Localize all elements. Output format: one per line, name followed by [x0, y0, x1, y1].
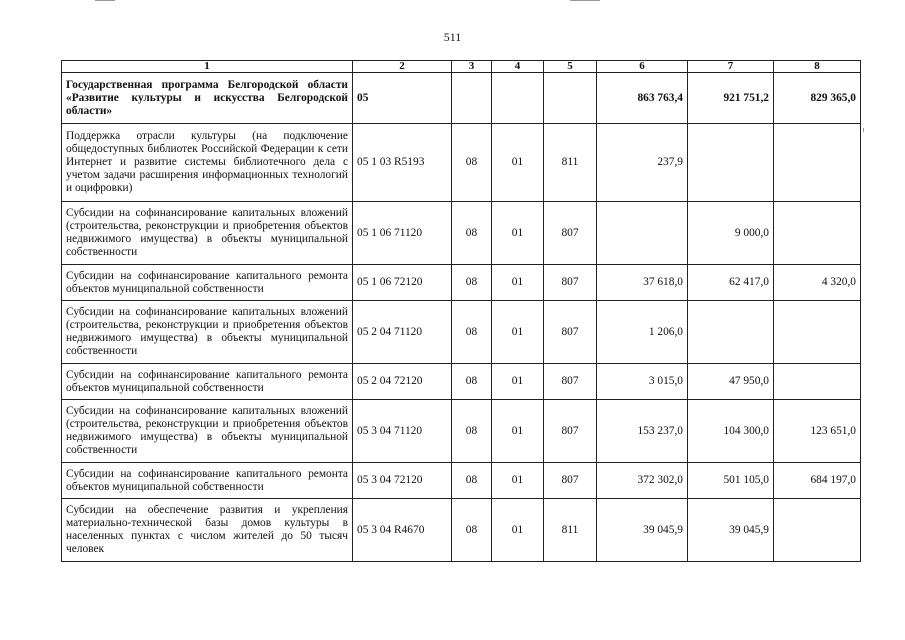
- table-row-program: [62, 73, 861, 124]
- row-expense-type: 811: [544, 124, 597, 202]
- row-expense-type: 807: [544, 364, 597, 400]
- column-number: 4: [492, 61, 544, 73]
- row-name: Субсидии на софинансирование капитальных вложений (строительства, реконструкции и приобретения объектов недвижимого имущества) в объекты муниципальной собственности: [62, 301, 353, 364]
- row-section: 08: [452, 301, 492, 364]
- column-number: 6: [597, 61, 688, 73]
- row-section: 08: [452, 364, 492, 400]
- table-row: [62, 463, 861, 499]
- row-name: Субсидии на софинансирование капитальных вложений (строительства, реконструкции и приобретения объектов недвижимого имущества) в объекты муниципальной собственности: [62, 202, 353, 265]
- row-sum-3: [774, 202, 861, 265]
- row-code: 05 3 04 71120: [353, 400, 452, 463]
- row-section: 08: [452, 265, 492, 301]
- scan-mark: [95, 0, 115, 1]
- row-sum-1: 1 206,0: [597, 301, 688, 364]
- row-sum-2: 47 950,0: [688, 364, 774, 400]
- row-subsection: 01: [492, 499, 544, 562]
- column-number: 1: [62, 61, 353, 73]
- row-subsection: 01: [492, 364, 544, 400]
- row-section: 08: [452, 463, 492, 499]
- row-sum-1: 153 237,0: [597, 400, 688, 463]
- row-subsection: 01: [492, 301, 544, 364]
- row-sum-3: 123 651,0: [774, 400, 861, 463]
- column-number: 3: [452, 61, 492, 73]
- row-sum-1: 863 763,4: [597, 73, 688, 124]
- row-sum-1: 3 015,0: [597, 364, 688, 400]
- row-sum-3: [774, 301, 861, 364]
- page-number: 511: [443, 30, 462, 44]
- row-name: Субсидии на софинансирование капитального ремонта объектов муниципальной собственности: [62, 364, 353, 400]
- row-code: 05 1 06 71120: [353, 202, 452, 265]
- row-section: [452, 73, 492, 124]
- table-row: [62, 202, 861, 265]
- budget-table: [61, 60, 861, 562]
- column-number-row: [62, 61, 861, 73]
- scan-mark: [863, 128, 864, 132]
- row-sum-1: [597, 202, 688, 265]
- row-sum-2: 501 105,0: [688, 463, 774, 499]
- row-expense-type: 811: [544, 499, 597, 562]
- row-sum-3: 684 197,0: [774, 463, 861, 499]
- row-expense-type: 807: [544, 202, 597, 265]
- row-name: Субсидии на обеспечение развития и укрепления материально-технической базы домов культуры в населенных пунктах с числом жителей до 50 тысяч человек: [62, 499, 353, 562]
- row-subsection: 01: [492, 400, 544, 463]
- row-expense-type: 807: [544, 463, 597, 499]
- table-row: [62, 364, 861, 400]
- column-number: 8: [774, 61, 861, 73]
- row-name: Субсидии на софинансирование капитального ремонта объектов муниципальной собственности: [62, 463, 353, 499]
- row-sum-1: 39 045,9: [597, 499, 688, 562]
- row-sum-3: [774, 499, 861, 562]
- row-expense-type: [544, 73, 597, 124]
- row-name: Субсидии на софинансирование капитальных вложений (строительства, реконструкции и приобретения объектов недвижимого имущества) в объекты муниципальной собственности: [62, 400, 353, 463]
- scan-mark: [570, 0, 600, 1]
- row-code: 05 2 04 71120: [353, 301, 452, 364]
- row-name: Государственная программа Белгородской области «Развитие культуры и искусства Белгородской области»: [62, 73, 353, 124]
- row-expense-type: 807: [544, 400, 597, 463]
- row-sum-1: 37 618,0: [597, 265, 688, 301]
- row-section: 08: [452, 499, 492, 562]
- row-name: Субсидии на софинансирование капитального ремонта объектов муниципальной собственности: [62, 265, 353, 301]
- row-sum-2: 104 300,0: [688, 400, 774, 463]
- row-section: 08: [452, 400, 492, 463]
- row-sum-3: [774, 364, 861, 400]
- row-sum-2: 62 417,0: [688, 265, 774, 301]
- column-number: 5: [544, 61, 597, 73]
- table-row: [62, 400, 861, 463]
- row-code: 05 1 03 R5193: [353, 124, 452, 202]
- row-code: 05 3 04 72120: [353, 463, 452, 499]
- row-subsection: 01: [492, 124, 544, 202]
- row-sum-1: 372 302,0: [597, 463, 688, 499]
- row-section: 08: [452, 202, 492, 265]
- row-sum-2: 9 000,0: [688, 202, 774, 265]
- row-sum-1: 237,9: [597, 124, 688, 202]
- row-code: 05 2 04 72120: [353, 364, 452, 400]
- row-sum-2: 39 045,9: [688, 499, 774, 562]
- row-code: 05: [353, 73, 452, 124]
- row-code: 05 1 06 72120: [353, 265, 452, 301]
- table-row: [62, 265, 861, 301]
- row-subsection: 01: [492, 202, 544, 265]
- row-subsection: 01: [492, 463, 544, 499]
- row-expense-type: 807: [544, 301, 597, 364]
- row-expense-type: 807: [544, 265, 597, 301]
- row-subsection: 01: [492, 265, 544, 301]
- table-row: [62, 124, 861, 202]
- row-code: 05 3 04 R4670: [353, 499, 452, 562]
- row-sum-2: 921 751,2: [688, 73, 774, 124]
- row-name: Поддержка отрасли культуры (на подключение общедоступных библиотек Российской Федерации к сети Интернет и развитие системы библиотечного дела с учетом задачи расширения информационных технологий и оцифровки): [62, 124, 353, 202]
- row-sum-3: 829 365,0: [774, 73, 861, 124]
- row-sum-2: [688, 124, 774, 202]
- table-row: [62, 499, 861, 562]
- table-row: [62, 301, 861, 364]
- row-subsection: [492, 73, 544, 124]
- column-number: 7: [688, 61, 774, 73]
- row-sum-3: 4 320,0: [774, 265, 861, 301]
- column-number: 2: [353, 61, 452, 73]
- row-section: 08: [452, 124, 492, 202]
- row-sum-2: [688, 301, 774, 364]
- row-sum-3: [774, 124, 861, 202]
